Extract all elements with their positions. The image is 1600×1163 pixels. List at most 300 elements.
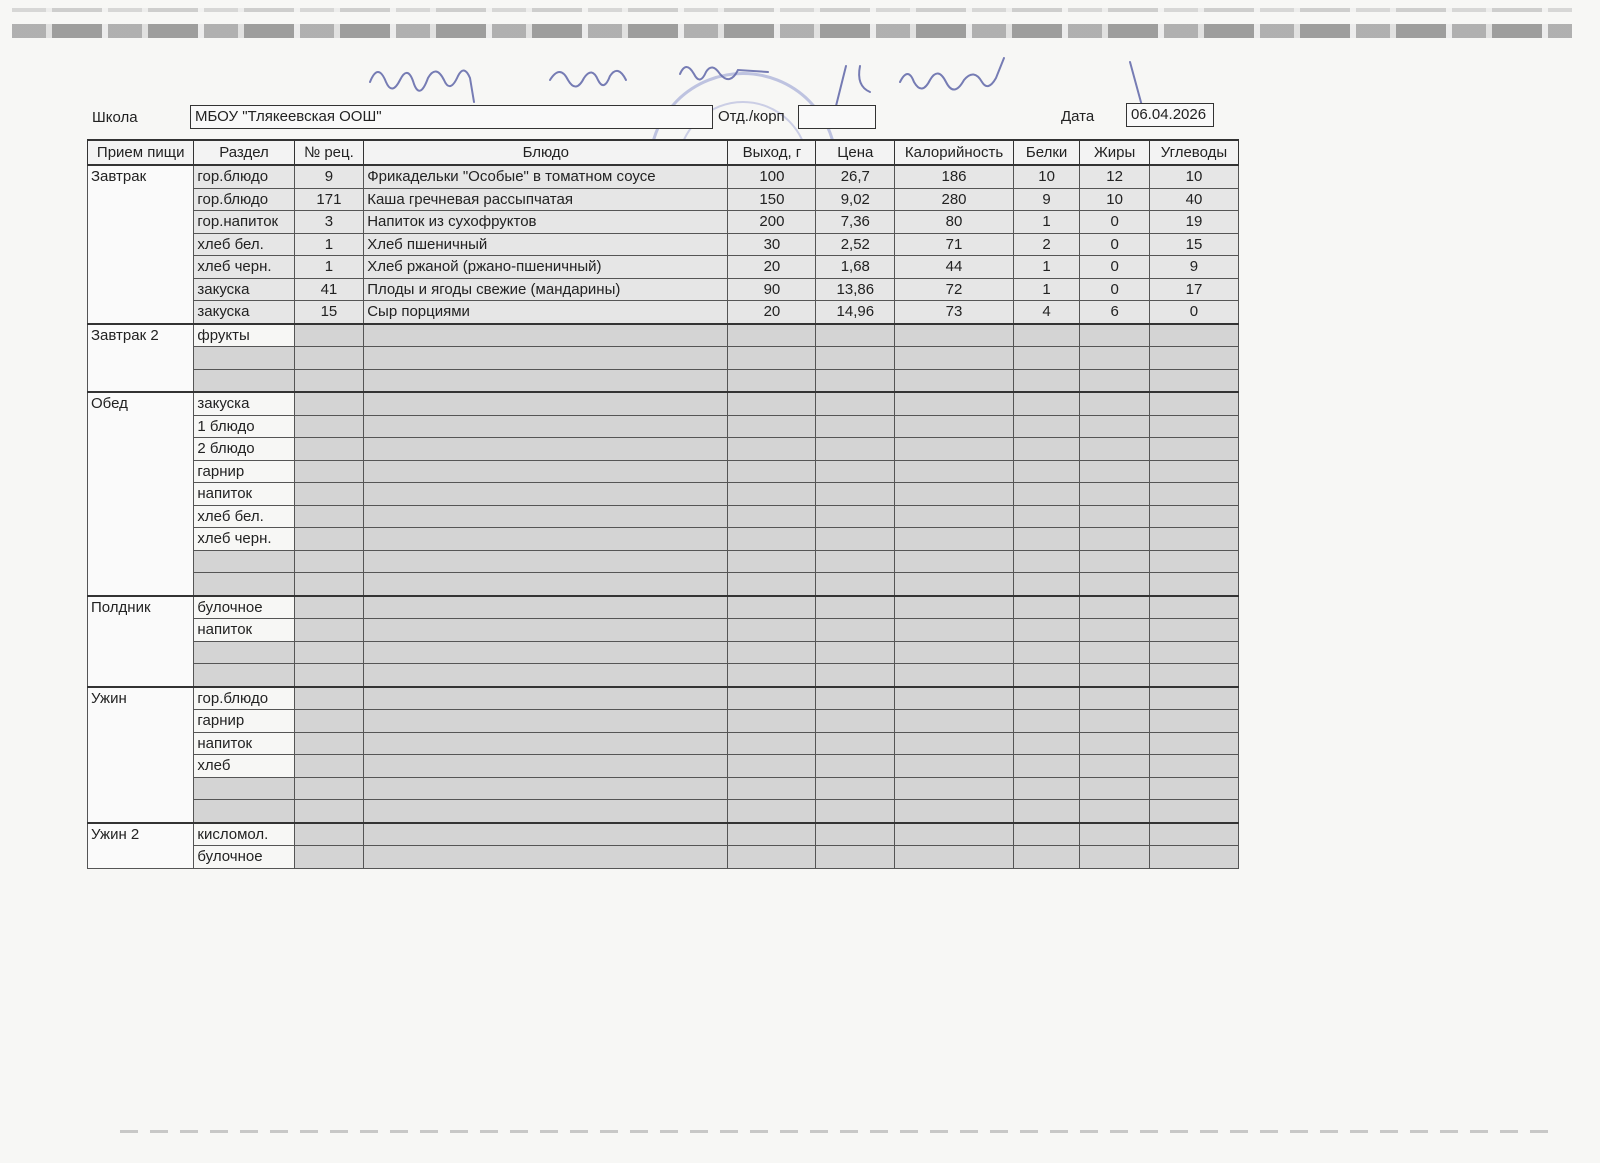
empty-cell — [1149, 415, 1238, 438]
dept-label: Отд./корп — [718, 108, 785, 125]
carbs-cell: 9 — [1149, 256, 1238, 279]
table-row — [88, 823, 1239, 846]
table-header-row — [88, 140, 1239, 165]
empty-cell — [294, 619, 364, 642]
empty-cell — [728, 369, 816, 392]
price-cell: 26,7 — [816, 165, 895, 188]
empty-cell — [1080, 800, 1150, 823]
empty-cell — [1149, 528, 1238, 551]
empty-cell — [364, 823, 728, 846]
empty-cell — [895, 846, 1014, 869]
table-row — [88, 550, 1239, 573]
school-field: МБОУ "Тлякеевская ООШ" — [190, 105, 713, 129]
calories-cell: 186 — [895, 165, 1014, 188]
section-cell: хлеб бел. — [194, 505, 294, 528]
empty-cell — [728, 755, 816, 778]
table-row — [88, 732, 1239, 755]
empty-cell — [294, 846, 364, 869]
empty-cell — [728, 777, 816, 800]
empty-cell — [364, 755, 728, 778]
table-row — [88, 619, 1239, 642]
empty-cell — [895, 596, 1014, 619]
recipe-no-cell: 9 — [294, 165, 364, 188]
empty-cell — [895, 800, 1014, 823]
fat-cell: 0 — [1080, 211, 1150, 234]
recipe-no-cell: 171 — [294, 188, 364, 211]
empty-cell — [816, 347, 895, 370]
empty-cell — [728, 550, 816, 573]
empty-cell — [895, 687, 1014, 710]
empty-cell — [294, 438, 364, 461]
table-row — [88, 301, 1239, 324]
dish-cell: Хлеб ржаной (ржано-пшеничный) — [364, 256, 728, 279]
empty-cell — [1080, 664, 1150, 687]
empty-cell — [1080, 755, 1150, 778]
empty-cell — [1080, 415, 1150, 438]
empty-cell — [728, 641, 816, 664]
empty-cell — [816, 483, 895, 506]
empty-cell — [1149, 483, 1238, 506]
price-cell: 9,02 — [816, 188, 895, 211]
empty-cell — [1149, 664, 1238, 687]
table-row — [88, 687, 1239, 710]
fat-cell: 10 — [1080, 188, 1150, 211]
empty-cell — [364, 392, 728, 415]
empty-cell — [1080, 823, 1150, 846]
table-row — [88, 211, 1239, 234]
table-row — [88, 233, 1239, 256]
section-cell: напиток — [194, 732, 294, 755]
section-cell: гор.блюдо — [194, 188, 294, 211]
meal-label: Обед — [88, 392, 194, 596]
yield-cell: 150 — [728, 188, 816, 211]
empty-cell — [1149, 846, 1238, 869]
section-cell — [194, 369, 294, 392]
section-cell — [194, 641, 294, 664]
empty-cell — [364, 800, 728, 823]
empty-cell — [816, 777, 895, 800]
empty-cell — [294, 573, 364, 596]
empty-cell — [816, 664, 895, 687]
empty-cell — [294, 347, 364, 370]
empty-cell — [1080, 505, 1150, 528]
table-row — [88, 188, 1239, 211]
empty-cell — [1013, 573, 1080, 596]
empty-cell — [1149, 800, 1238, 823]
section-cell: гор.блюдо — [194, 165, 294, 188]
dish-cell: Хлеб пшеничный — [364, 233, 728, 256]
empty-cell — [294, 710, 364, 733]
empty-cell — [364, 483, 728, 506]
empty-cell — [1149, 369, 1238, 392]
fat-cell: 6 — [1080, 301, 1150, 324]
yield-cell: 20 — [728, 256, 816, 279]
empty-cell — [816, 573, 895, 596]
table-row — [88, 438, 1239, 461]
yield-cell: 90 — [728, 278, 816, 301]
empty-cell — [294, 369, 364, 392]
empty-cell — [1013, 710, 1080, 733]
empty-cell — [1080, 347, 1150, 370]
meal-label: Завтрак — [88, 165, 194, 324]
scan-artifact-top — [12, 24, 1572, 38]
empty-cell — [816, 550, 895, 573]
empty-cell — [294, 755, 364, 778]
empty-cell — [728, 596, 816, 619]
empty-cell — [364, 732, 728, 755]
col-fat: Жиры — [1080, 140, 1150, 165]
dish-cell: Каша гречневая рассыпчатая — [364, 188, 728, 211]
empty-cell — [294, 641, 364, 664]
section-cell — [194, 347, 294, 370]
empty-cell — [1013, 800, 1080, 823]
empty-cell — [816, 800, 895, 823]
school-label: Школа — [92, 109, 138, 126]
meal-label: Ужин — [88, 687, 194, 823]
yield-cell: 200 — [728, 211, 816, 234]
empty-cell — [895, 619, 1014, 642]
empty-cell — [728, 528, 816, 551]
table-row — [88, 596, 1239, 619]
date-field: 06.04.2026 — [1126, 103, 1214, 127]
price-cell: 1,68 — [816, 256, 895, 279]
col-protein: Белки — [1013, 140, 1080, 165]
table-row — [88, 505, 1239, 528]
empty-cell — [895, 755, 1014, 778]
empty-cell — [294, 664, 364, 687]
price-cell: 7,36 — [816, 211, 895, 234]
empty-cell — [816, 392, 895, 415]
section-cell: хлеб — [194, 755, 294, 778]
empty-cell — [895, 392, 1014, 415]
empty-cell — [816, 505, 895, 528]
section-cell: гор.блюдо — [194, 687, 294, 710]
section-cell: напиток — [194, 619, 294, 642]
empty-cell — [895, 550, 1014, 573]
empty-cell — [364, 550, 728, 573]
empty-cell — [1149, 641, 1238, 664]
empty-cell — [895, 460, 1014, 483]
empty-cell — [728, 392, 816, 415]
empty-cell — [895, 324, 1014, 347]
empty-cell — [1013, 619, 1080, 642]
empty-cell — [1013, 777, 1080, 800]
empty-cell — [364, 347, 728, 370]
empty-cell — [1149, 823, 1238, 846]
price-cell: 13,86 — [816, 278, 895, 301]
empty-cell — [294, 528, 364, 551]
empty-cell — [364, 596, 728, 619]
section-cell: фрукты — [194, 324, 294, 347]
table-row — [88, 777, 1239, 800]
section-cell — [194, 777, 294, 800]
empty-cell — [294, 505, 364, 528]
date-label: Дата — [1061, 108, 1095, 125]
table-row — [88, 528, 1239, 551]
carbs-cell: 0 — [1149, 301, 1238, 324]
col-price: Цена — [816, 140, 895, 165]
section-cell — [194, 800, 294, 823]
table-row — [88, 483, 1239, 506]
protein-cell: 4 — [1013, 301, 1080, 324]
empty-cell — [816, 324, 895, 347]
empty-cell — [1080, 641, 1150, 664]
protein-cell: 1 — [1013, 278, 1080, 301]
carbs-cell: 40 — [1149, 188, 1238, 211]
col-meal: Прием пищи — [88, 140, 194, 165]
protein-cell: 2 — [1013, 233, 1080, 256]
empty-cell — [816, 710, 895, 733]
col-calories: Калорийность — [895, 140, 1014, 165]
empty-cell — [728, 823, 816, 846]
empty-cell — [895, 415, 1014, 438]
fat-cell: 0 — [1080, 278, 1150, 301]
empty-cell — [1080, 732, 1150, 755]
carbs-cell: 15 — [1149, 233, 1238, 256]
empty-cell — [816, 755, 895, 778]
empty-cell — [364, 324, 728, 347]
table-row — [88, 755, 1239, 778]
yield-cell: 20 — [728, 301, 816, 324]
empty-cell — [364, 664, 728, 687]
empty-cell — [1080, 550, 1150, 573]
protein-cell: 1 — [1013, 211, 1080, 234]
section-cell: гор.напиток — [194, 211, 294, 234]
empty-cell — [728, 846, 816, 869]
empty-cell — [728, 438, 816, 461]
empty-cell — [728, 347, 816, 370]
empty-cell — [1013, 755, 1080, 778]
recipe-no-cell: 1 — [294, 233, 364, 256]
table-row — [88, 278, 1239, 301]
empty-cell — [294, 823, 364, 846]
empty-cell — [1013, 550, 1080, 573]
empty-cell — [895, 823, 1014, 846]
empty-cell — [1013, 369, 1080, 392]
empty-cell — [1080, 392, 1150, 415]
empty-cell — [728, 415, 816, 438]
recipe-no-cell: 3 — [294, 211, 364, 234]
recipe-no-cell: 41 — [294, 278, 364, 301]
empty-cell — [816, 846, 895, 869]
empty-cell — [728, 324, 816, 347]
dish-cell: Фрикадельки "Особые" в томатном соусе — [364, 165, 728, 188]
empty-cell — [895, 438, 1014, 461]
section-cell: кисломол. — [194, 823, 294, 846]
empty-cell — [364, 777, 728, 800]
empty-cell — [1013, 438, 1080, 461]
section-cell: 1 блюдо — [194, 415, 294, 438]
dept-field — [798, 105, 876, 129]
dish-cell: Плоды и ягоды свежие (мандарины) — [364, 278, 728, 301]
section-cell: 2 блюдо — [194, 438, 294, 461]
empty-cell — [1149, 505, 1238, 528]
table-row — [88, 256, 1239, 279]
section-cell: закуска — [194, 301, 294, 324]
section-cell: закуска — [194, 278, 294, 301]
empty-cell — [728, 687, 816, 710]
empty-cell — [294, 732, 364, 755]
fat-cell: 12 — [1080, 165, 1150, 188]
empty-cell — [816, 438, 895, 461]
empty-cell — [728, 460, 816, 483]
empty-cell — [1149, 619, 1238, 642]
col-carbs: Углеводы — [1149, 140, 1238, 165]
calories-cell: 71 — [895, 233, 1014, 256]
empty-cell — [1149, 460, 1238, 483]
protein-cell: 10 — [1013, 165, 1080, 188]
empty-cell — [1149, 324, 1238, 347]
empty-cell — [816, 596, 895, 619]
empty-cell — [816, 732, 895, 755]
table-row — [88, 664, 1239, 687]
table-row — [88, 324, 1239, 347]
empty-cell — [364, 687, 728, 710]
empty-cell — [895, 369, 1014, 392]
section-cell: хлеб черн. — [194, 528, 294, 551]
empty-cell — [294, 596, 364, 619]
empty-cell — [816, 823, 895, 846]
fat-cell: 0 — [1080, 256, 1150, 279]
col-section: Раздел — [194, 140, 294, 165]
section-cell: хлеб бел. — [194, 233, 294, 256]
table-row — [88, 573, 1239, 596]
empty-cell — [1080, 777, 1150, 800]
empty-cell — [294, 800, 364, 823]
protein-cell: 9 — [1013, 188, 1080, 211]
table-row — [88, 415, 1239, 438]
empty-cell — [1149, 550, 1238, 573]
empty-cell — [816, 687, 895, 710]
empty-cell — [1080, 483, 1150, 506]
empty-cell — [1080, 596, 1150, 619]
fat-cell: 0 — [1080, 233, 1150, 256]
col-recipe-no: № рец. — [294, 140, 364, 165]
empty-cell — [364, 505, 728, 528]
section-cell: закуска — [194, 392, 294, 415]
section-cell: гарнир — [194, 460, 294, 483]
empty-cell — [1149, 687, 1238, 710]
empty-cell — [1013, 505, 1080, 528]
empty-cell — [364, 619, 728, 642]
section-cell: хлеб черн. — [194, 256, 294, 279]
empty-cell — [816, 641, 895, 664]
empty-cell — [294, 687, 364, 710]
meal-label: Ужин 2 — [88, 823, 194, 869]
scan-artifact-top-thin — [12, 8, 1572, 12]
table-row — [88, 347, 1239, 370]
price-cell: 2,52 — [816, 233, 895, 256]
empty-cell — [728, 710, 816, 733]
empty-cell — [1013, 641, 1080, 664]
empty-cell — [895, 710, 1014, 733]
empty-cell — [364, 460, 728, 483]
empty-cell — [1149, 347, 1238, 370]
scan-artifact-bottom — [120, 1130, 1560, 1133]
empty-cell — [895, 347, 1014, 370]
empty-cell — [1013, 528, 1080, 551]
empty-cell — [1013, 846, 1080, 869]
empty-cell — [728, 800, 816, 823]
empty-cell — [728, 573, 816, 596]
empty-cell — [1149, 438, 1238, 461]
empty-cell — [1080, 846, 1150, 869]
calories-cell: 80 — [895, 211, 1014, 234]
table-row — [88, 641, 1239, 664]
empty-cell — [294, 483, 364, 506]
section-cell — [194, 573, 294, 596]
carbs-cell: 17 — [1149, 278, 1238, 301]
calories-cell: 280 — [895, 188, 1014, 211]
calories-cell: 44 — [895, 256, 1014, 279]
empty-cell — [895, 573, 1014, 596]
carbs-cell: 19 — [1149, 211, 1238, 234]
empty-cell — [364, 641, 728, 664]
empty-cell — [895, 777, 1014, 800]
empty-cell — [1080, 619, 1150, 642]
empty-cell — [1013, 596, 1080, 619]
empty-cell — [364, 573, 728, 596]
menu-table — [87, 139, 1239, 869]
empty-cell — [895, 664, 1014, 687]
empty-cell — [728, 483, 816, 506]
section-cell: булочное — [194, 846, 294, 869]
section-cell: гарнир — [194, 710, 294, 733]
meal-label: Завтрак 2 — [88, 324, 194, 393]
empty-cell — [728, 732, 816, 755]
table-row — [88, 710, 1239, 733]
empty-cell — [364, 528, 728, 551]
empty-cell — [1149, 710, 1238, 733]
empty-cell — [816, 369, 895, 392]
empty-cell — [364, 710, 728, 733]
empty-cell — [294, 392, 364, 415]
recipe-no-cell: 15 — [294, 301, 364, 324]
empty-cell — [1080, 687, 1150, 710]
yield-cell: 100 — [728, 165, 816, 188]
empty-cell — [895, 732, 1014, 755]
dish-cell: Напиток из сухофруктов — [364, 211, 728, 234]
empty-cell — [895, 641, 1014, 664]
dish-cell: Сыр порциями — [364, 301, 728, 324]
empty-cell — [364, 438, 728, 461]
empty-cell — [1149, 573, 1238, 596]
empty-cell — [1013, 460, 1080, 483]
empty-cell — [364, 846, 728, 869]
empty-cell — [1080, 460, 1150, 483]
empty-cell — [728, 664, 816, 687]
empty-cell — [1149, 392, 1238, 415]
table-row — [88, 369, 1239, 392]
empty-cell — [1013, 347, 1080, 370]
table-row — [88, 165, 1239, 188]
empty-cell — [1013, 415, 1080, 438]
section-cell — [194, 664, 294, 687]
empty-cell — [1013, 687, 1080, 710]
price-cell: 14,96 — [816, 301, 895, 324]
meal-label: Полдник — [88, 596, 194, 687]
empty-cell — [1149, 777, 1238, 800]
empty-cell — [728, 505, 816, 528]
protein-cell: 1 — [1013, 256, 1080, 279]
section-cell: напиток — [194, 483, 294, 506]
empty-cell — [1149, 732, 1238, 755]
empty-cell — [1013, 823, 1080, 846]
empty-cell — [1080, 324, 1150, 347]
empty-cell — [364, 369, 728, 392]
empty-cell — [294, 415, 364, 438]
empty-cell — [816, 460, 895, 483]
